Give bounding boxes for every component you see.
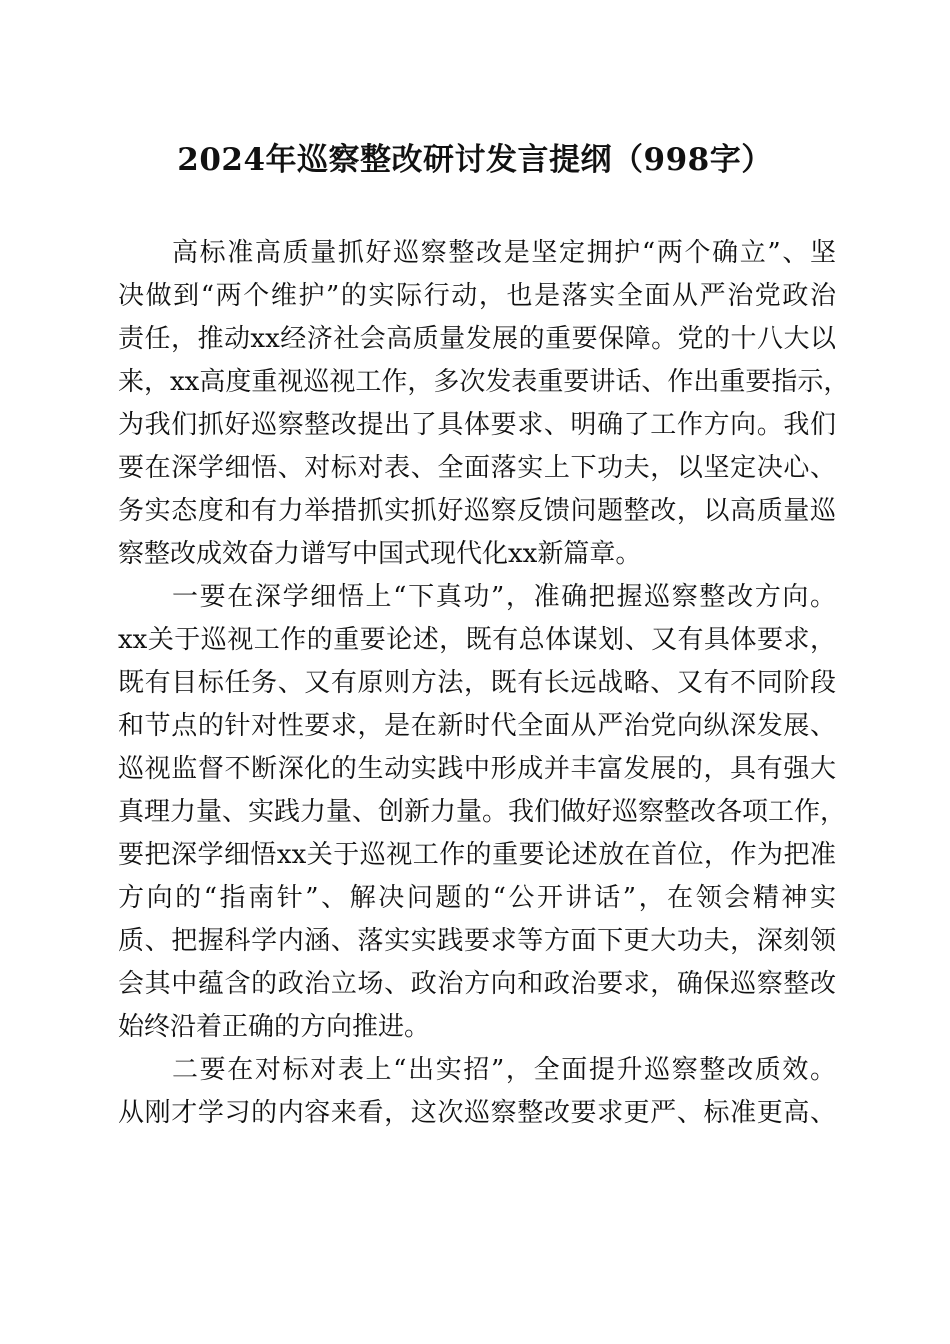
paragraph-line: 责任，推动xx经济社会高质量发展的重要保障。党的十八大以: [118, 324, 836, 354]
paragraph: [118, 576, 847, 1049]
paragraph-line: 真理力量、实践力量、创新力量。我们做好巡察整改各项工作，: [118, 797, 847, 827]
paragraph-line: xx关于巡视工作的重要论述，既有总体谋划、又有具体要求，: [118, 625, 836, 655]
paragraph-line: 巡视监督不断深化的生动实践中形成并丰富发展的，具有强大: [118, 754, 836, 784]
paragraph-line: 高标准高质量抓好巡察整改是坚定拥护“两个确立”、坚: [172, 238, 836, 268]
paragraph-line: 和节点的针对性要求，是在新时代全面从严治党向纵深发展、: [118, 711, 836, 741]
paragraph-line: 察整改成效奋力谱写中国式现代化xx新篇章。: [118, 539, 642, 569]
paragraph-line: 二要在对标对表上“出实招”，全面提升巡察整改质效。: [172, 1055, 836, 1085]
paragraph-line: 会其中蕴含的政治立场、政治方向和政治要求，确保巡察整改: [118, 969, 836, 999]
paragraph-line: 一要在深学细悟上“下真功”，准确把握巡察整改方向。: [172, 582, 836, 612]
paragraph-line: 方向的“指南针”、解决问题的“公开讲话”，在领会精神实: [118, 883, 836, 913]
paragraph-line: 既有目标任务、又有原则方法，既有长远战略、又有不同阶段: [118, 668, 836, 698]
paragraph-line: 始终沿着正确的方向推进。: [118, 1012, 431, 1042]
document-title: 2024年巡察整改研讨发言提纲（998字）: [177, 142, 773, 178]
paragraph-line: 务实态度和有力举措抓实抓好巡察反馈问题整改，以高质量巡: [118, 496, 836, 526]
paragraph: [118, 1049, 836, 1135]
paragraph-line: 要把深学细悟xx关于巡视工作的重要论述放在首位，作为把准: [118, 840, 836, 870]
paragraph-line: 从刚才学习的内容来看，这次巡察整改要求更严、标准更高、: [118, 1098, 836, 1128]
paragraph-line: 决做到“两个维护”的实际行动，也是落实全面从严治党政治: [118, 281, 836, 311]
paragraph-line: 质、把握科学内涵、落实实践要求等方面下更大功夫，深刻领: [118, 926, 836, 956]
paragraph-line: 来，xx高度重视巡视工作，多次发表重要讲话、作出重要指示，: [118, 367, 850, 397]
document-body: [118, 232, 850, 1135]
paragraph: [118, 232, 850, 576]
paragraph-line: 要在深学细悟、对标对表、全面落实上下功夫，以坚定决心、: [118, 453, 836, 483]
paragraph-line: 为我们抓好巡察整改提出了具体要求、明确了工作方向。我们: [118, 410, 836, 440]
